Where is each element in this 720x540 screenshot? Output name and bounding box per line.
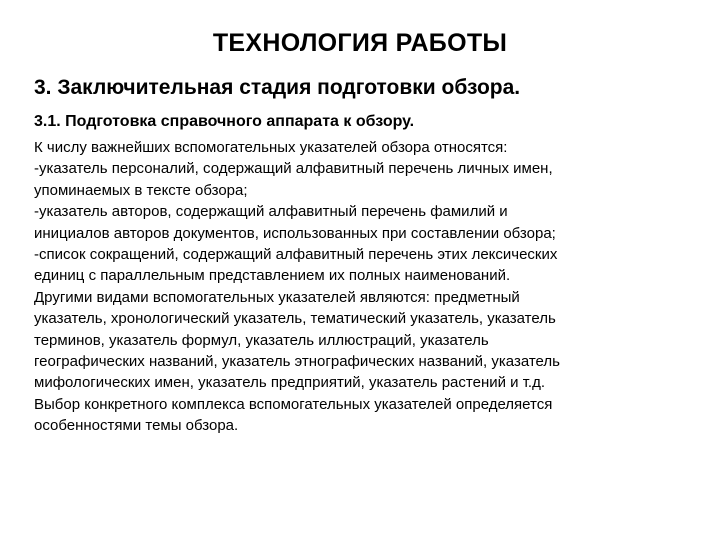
body-line: указатель, хронологический указатель, тематический указатель, указатель: [34, 310, 556, 328]
body-line: упоминаемых в тексте обзора;: [34, 181, 248, 199]
body-line: инициалов авторов документов, использованных при составлении обзора;: [34, 224, 556, 242]
slide-title: ТЕХНОЛОГИЯ РАБОТЫ: [212, 29, 508, 57]
body-text: [34, 137, 704, 437]
body-line: -список сокращений, содержащий алфавитный перечень этих лексических: [34, 246, 558, 264]
body-line: мифологических имен, указатель предприятий, указатель растений и т.д.: [34, 374, 545, 392]
body-line: К числу важнейших вспомогательных указателей обзора относятся:: [34, 139, 508, 156]
body-line: географических названий, указатель этнографических названий, указатель: [34, 353, 560, 371]
body-line: Выбор конкретного комплекса вспомогательных указателей определяется: [34, 395, 553, 413]
body-line: терминов, указатель формул, указатель иллюстраций, указатель: [34, 331, 489, 349]
body-line: единиц с параллельным представлением их полных наименований.: [34, 267, 511, 285]
subsection-heading: 3.1. Подготовка справочного аппарата к обзору.: [34, 113, 415, 130]
body-line: особенностями темы обзора.: [34, 417, 239, 435]
body-line: -указатель персоналий, содержащий алфавитный перечень личных имен,: [34, 160, 553, 178]
section-heading: 3. Заключительная стадия подготовки обзора.: [34, 76, 521, 99]
body-line: -указатель авторов, содержащий алфавитный перечень фамилий и: [34, 203, 508, 221]
body-line: Другими видами вспомогательных указателей являются: предметный: [34, 288, 520, 306]
